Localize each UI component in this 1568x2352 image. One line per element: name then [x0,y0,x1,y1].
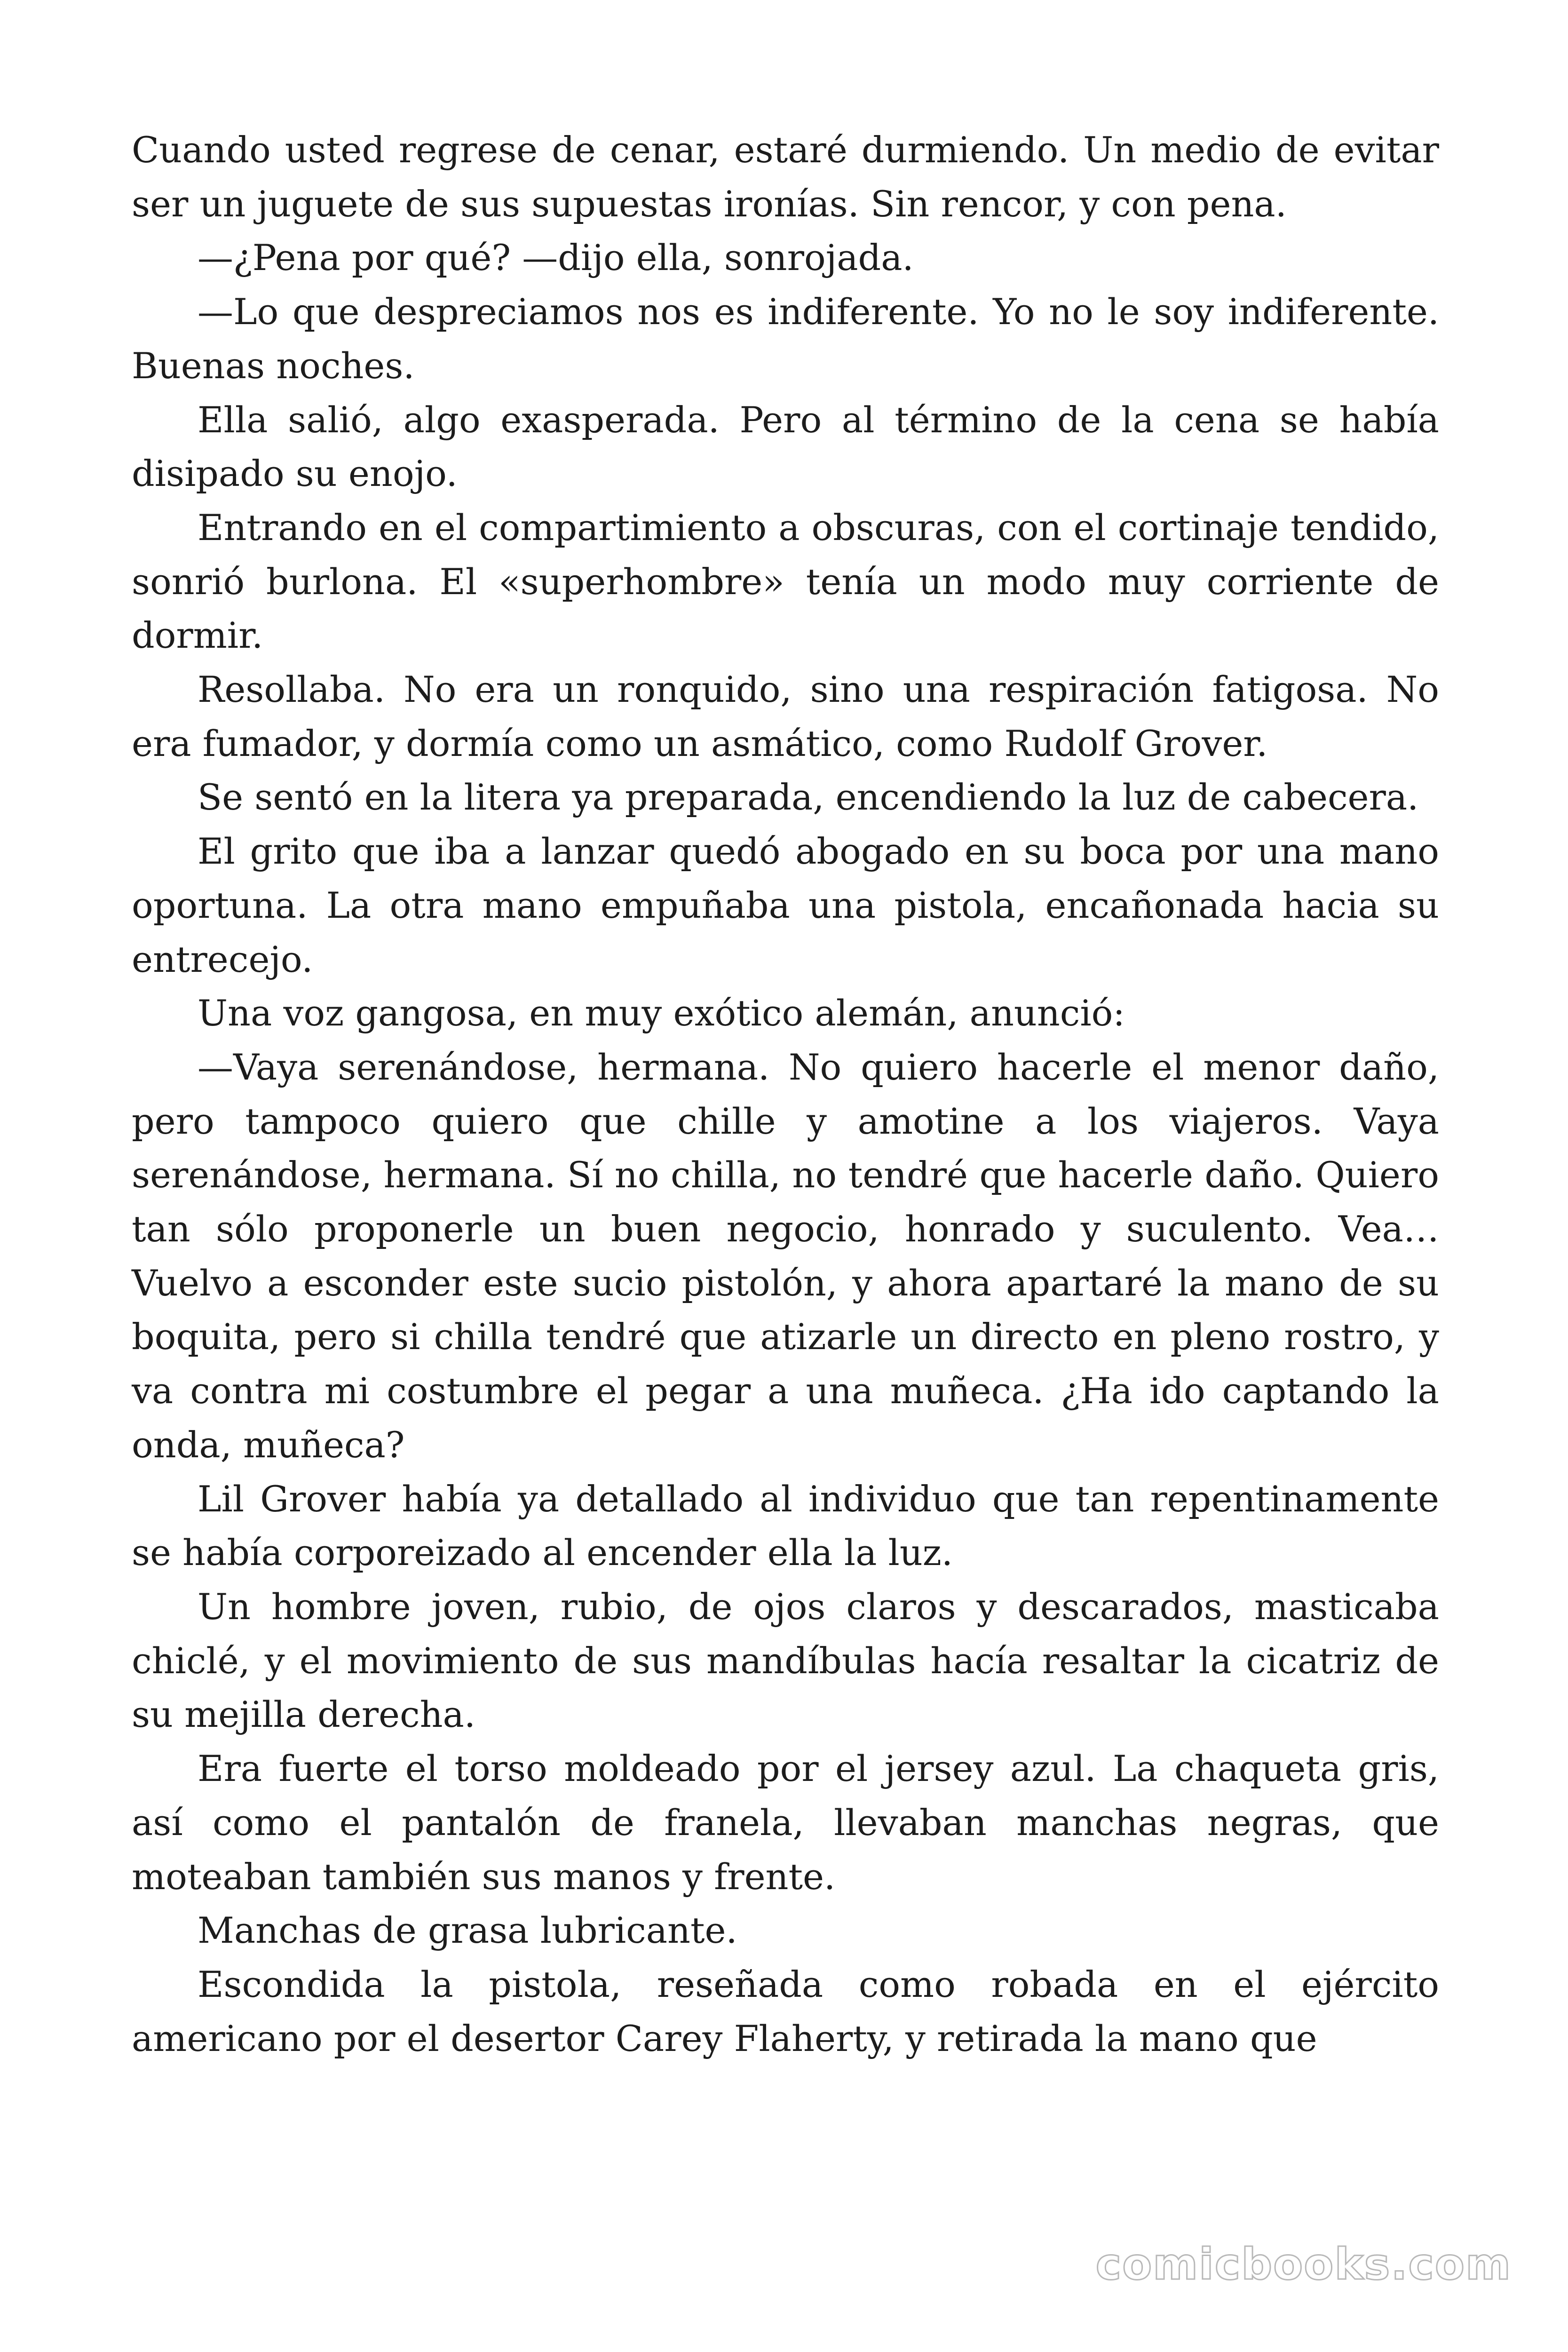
paragraph-5: Entrando en el compartimiento a obscuras, con el cortinaje tendido, sonrió burlona. El «superhombre» tenía un modo muy corriente de dormir. [132,506,1439,657]
paragraph-3: —Lo que despreciamos nos es indiferente. Yo no le soy indiferente. Buenas noches. [132,291,1439,387]
paragraph-11: Lil Grover había ya detallado al individuo que tan repentinamente se había corporeizado al encender ella la luz. [132,1478,1439,1574]
paragraph-13: Era fuerte el torso moldeado por el jersey azul. La chaqueta gris, así como el pantalón de franela, llevaban manchas negras, que moteaban también sus manos y frente. [132,1748,1439,1898]
paragraph-8: El grito que iba a lanzar quedó abogado en su boca por una mano oportuna. La otra mano empuñaba una pistola, encañonada hacia su entrecejo. [132,830,1439,980]
paragraph-6: Resollaba. No era un ronquido, sino una respiración fatigosa. No era fumador, y dormía como un asmático, como Rudolf Grover. [132,668,1439,764]
body-text [132,123,1439,2066]
paragraph-1: Cuando usted regrese de cenar, estaré durmiendo. Un medio de evitar ser un juguete de sus supuestas ironías. Sin rencor, y con pena. [132,129,1439,225]
paragraph-14: Manchas de grasa lubricante. [198,1909,737,1952]
paragraph-12: Un hombre joven, rubio, de ojos claros y descarados, masticaba chiclé, y el movimiento de sus mandíbulas hacía resaltar la cicatriz de su mejilla derecha. [132,1585,1439,1736]
paragraph-7: Se sentó en la litera ya preparada, encendiendo la luz de cabecera. [198,776,1419,818]
site-watermark: comicbooks.com [1095,2239,1512,2289]
paragraph-15: Escondida la pistola, reseñada como robada en el ejército americano por el desertor Carey Flaherty, y retirada la mano que [132,1963,1439,2059]
paragraph-10: —Vaya serenándose, hermana. No quiero hacerle el menor daño, pero tampoco quiero que chille y amotine a los viajeros. Vaya serenándose, hermana. Sí no chilla, no tendré que hacerle daño. Quiero tan sólo proponerle un buen negocio, honrado y suculento. Vea… Vuelvo a esconder este sucio pistolón, y ahora apartaré la mano de su boquita, pero si chilla tendré que atizarle un directo en pleno rostro, y va contra mi costumbre el pegar a una muñeca. ¿Ha ido captando la onda, muñeca? [132,1046,1439,1466]
paragraph-4: Ella salió, algo exasperada. Pero al término de la cena se había disipado su enojo. [132,398,1439,495]
paragraph-2: —¿Pena por qué? —dijo ella, sonrojada. [198,237,914,279]
paragraph-9: Una voz gangosa, en muy exótico alemán, anunció: [198,992,1125,1034]
